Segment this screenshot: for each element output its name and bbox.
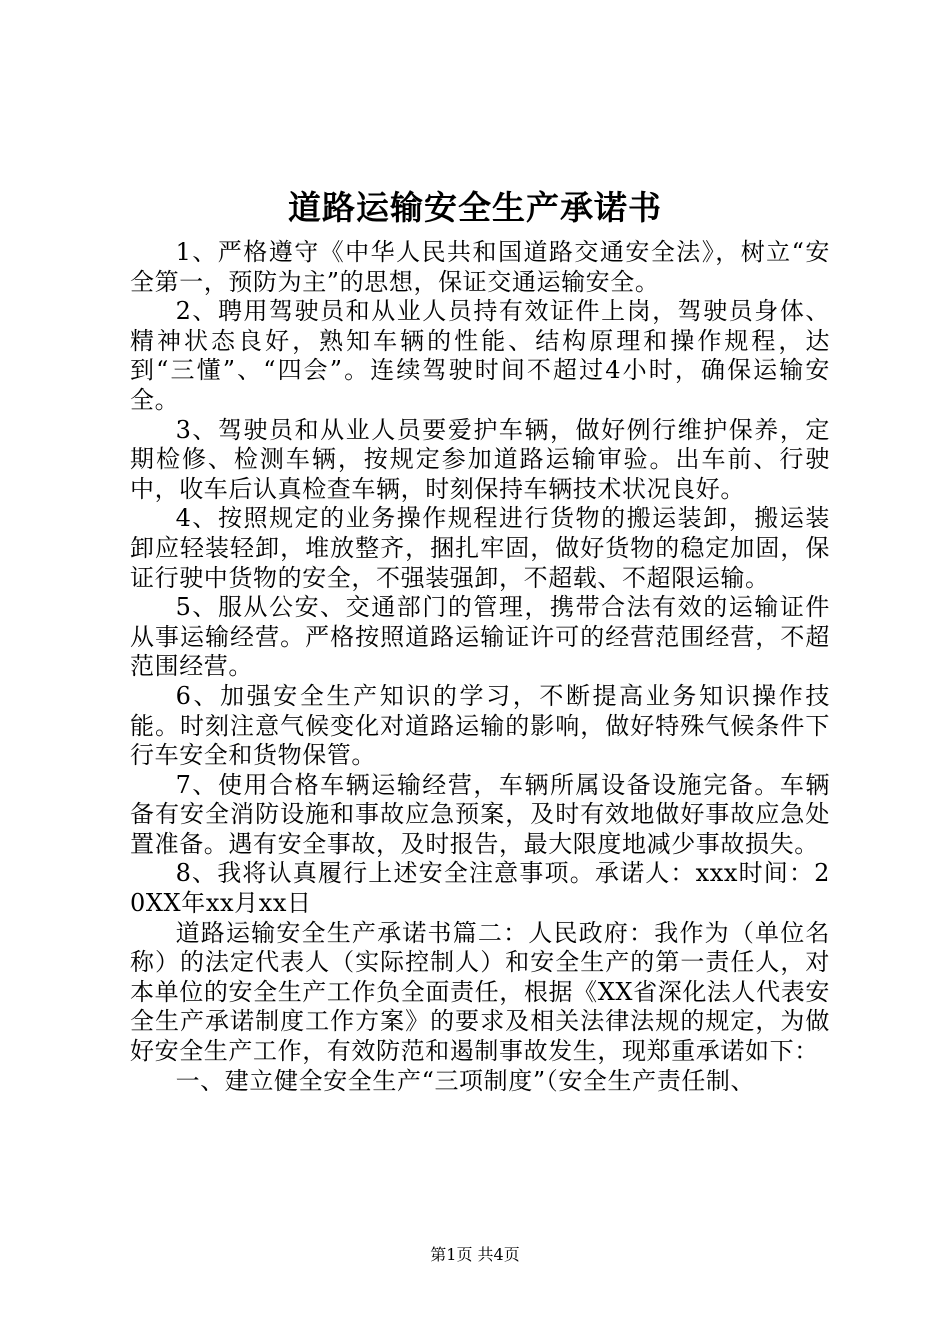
- document-title: 道路运输安全生产承诺书: [288, 188, 662, 227]
- paragraph-4: 4、按照规定的业务操作规程进行货物的搬运装卸，搬运装卸应轻装轻卸，堆放整齐，捆扎牢固，做好货物的稳定加固，保证行驶中货物的安全，不强装强卸，不超载、不超限运输。: [130, 504, 830, 592]
- paragraph-7: 7、使用合格车辆运输经营，车辆所属设备设施完备。车辆备有安全消防设施和事故应急预案，及时有效地做好事故应急处置准备。遇有安全事故，及时报告，最大限度地减少事故损失。: [130, 770, 830, 858]
- page-number-footer: 第1页 共4页: [430, 1245, 520, 1264]
- paragraph-2: 2、聘用驾驶员和从业人员持有效证件上岗，驾驶员身体、精神状态良好，熟知车辆的性能、结构原理和操作规程，达到“三懂”、“四会”。连续驾驶时间不超过4小时，确保运输安全。: [130, 297, 830, 414]
- paragraph-5: 5、服从公安、交通部门的管理，携带合法有效的运输证件从事运输经营。严格按照道路运输证许可的经营范围经营，不超范围经营。: [130, 593, 830, 681]
- document-body: [130, 238, 830, 1096]
- paragraph-1: 1、严格遵守《中华人民共和国道路交通安全法》，树立“安全第一，预防为主”的思想，保证交通运输安全。: [130, 238, 830, 296]
- paragraph-8: 8、我将认真履行上述安全注意事项。承诺人：xxx时间：20XX年xx月xx日: [130, 859, 830, 918]
- paragraph-10: 一、建立健全安全生产“三项制度”（安全生产责任制、: [175, 1066, 756, 1095]
- paragraph-6: 6、加强安全生产知识的学习，不断提高业务知识操作技能。时刻注意气候变化对道路运输的影响，做好特殊气候条件下行车安全和货物保管。: [130, 681, 830, 770]
- paragraph-3: 3、驾驶员和从业人员要爱护车辆，做好例行维护保养，定期检修、检测车辆，按规定参加道路运输审验。出车前、行驶中，收车后认真检查车辆，时刻保持车辆技术状况良好。: [130, 415, 830, 503]
- paragraph-9: 道路运输安全生产承诺书篇二：人民政府：我作为（单位名称）的法定代表人（实际控制人）和安全生产的第一责任人，对本单位的安全生产工作负全面责任，根据《XX省深化法人代表安全生产承诺制度工作方案》的要求及相关法律法规的规定，为做好安全生产工作，有效防范和遏制事故发生，现郑重承诺如下：: [130, 918, 830, 1066]
